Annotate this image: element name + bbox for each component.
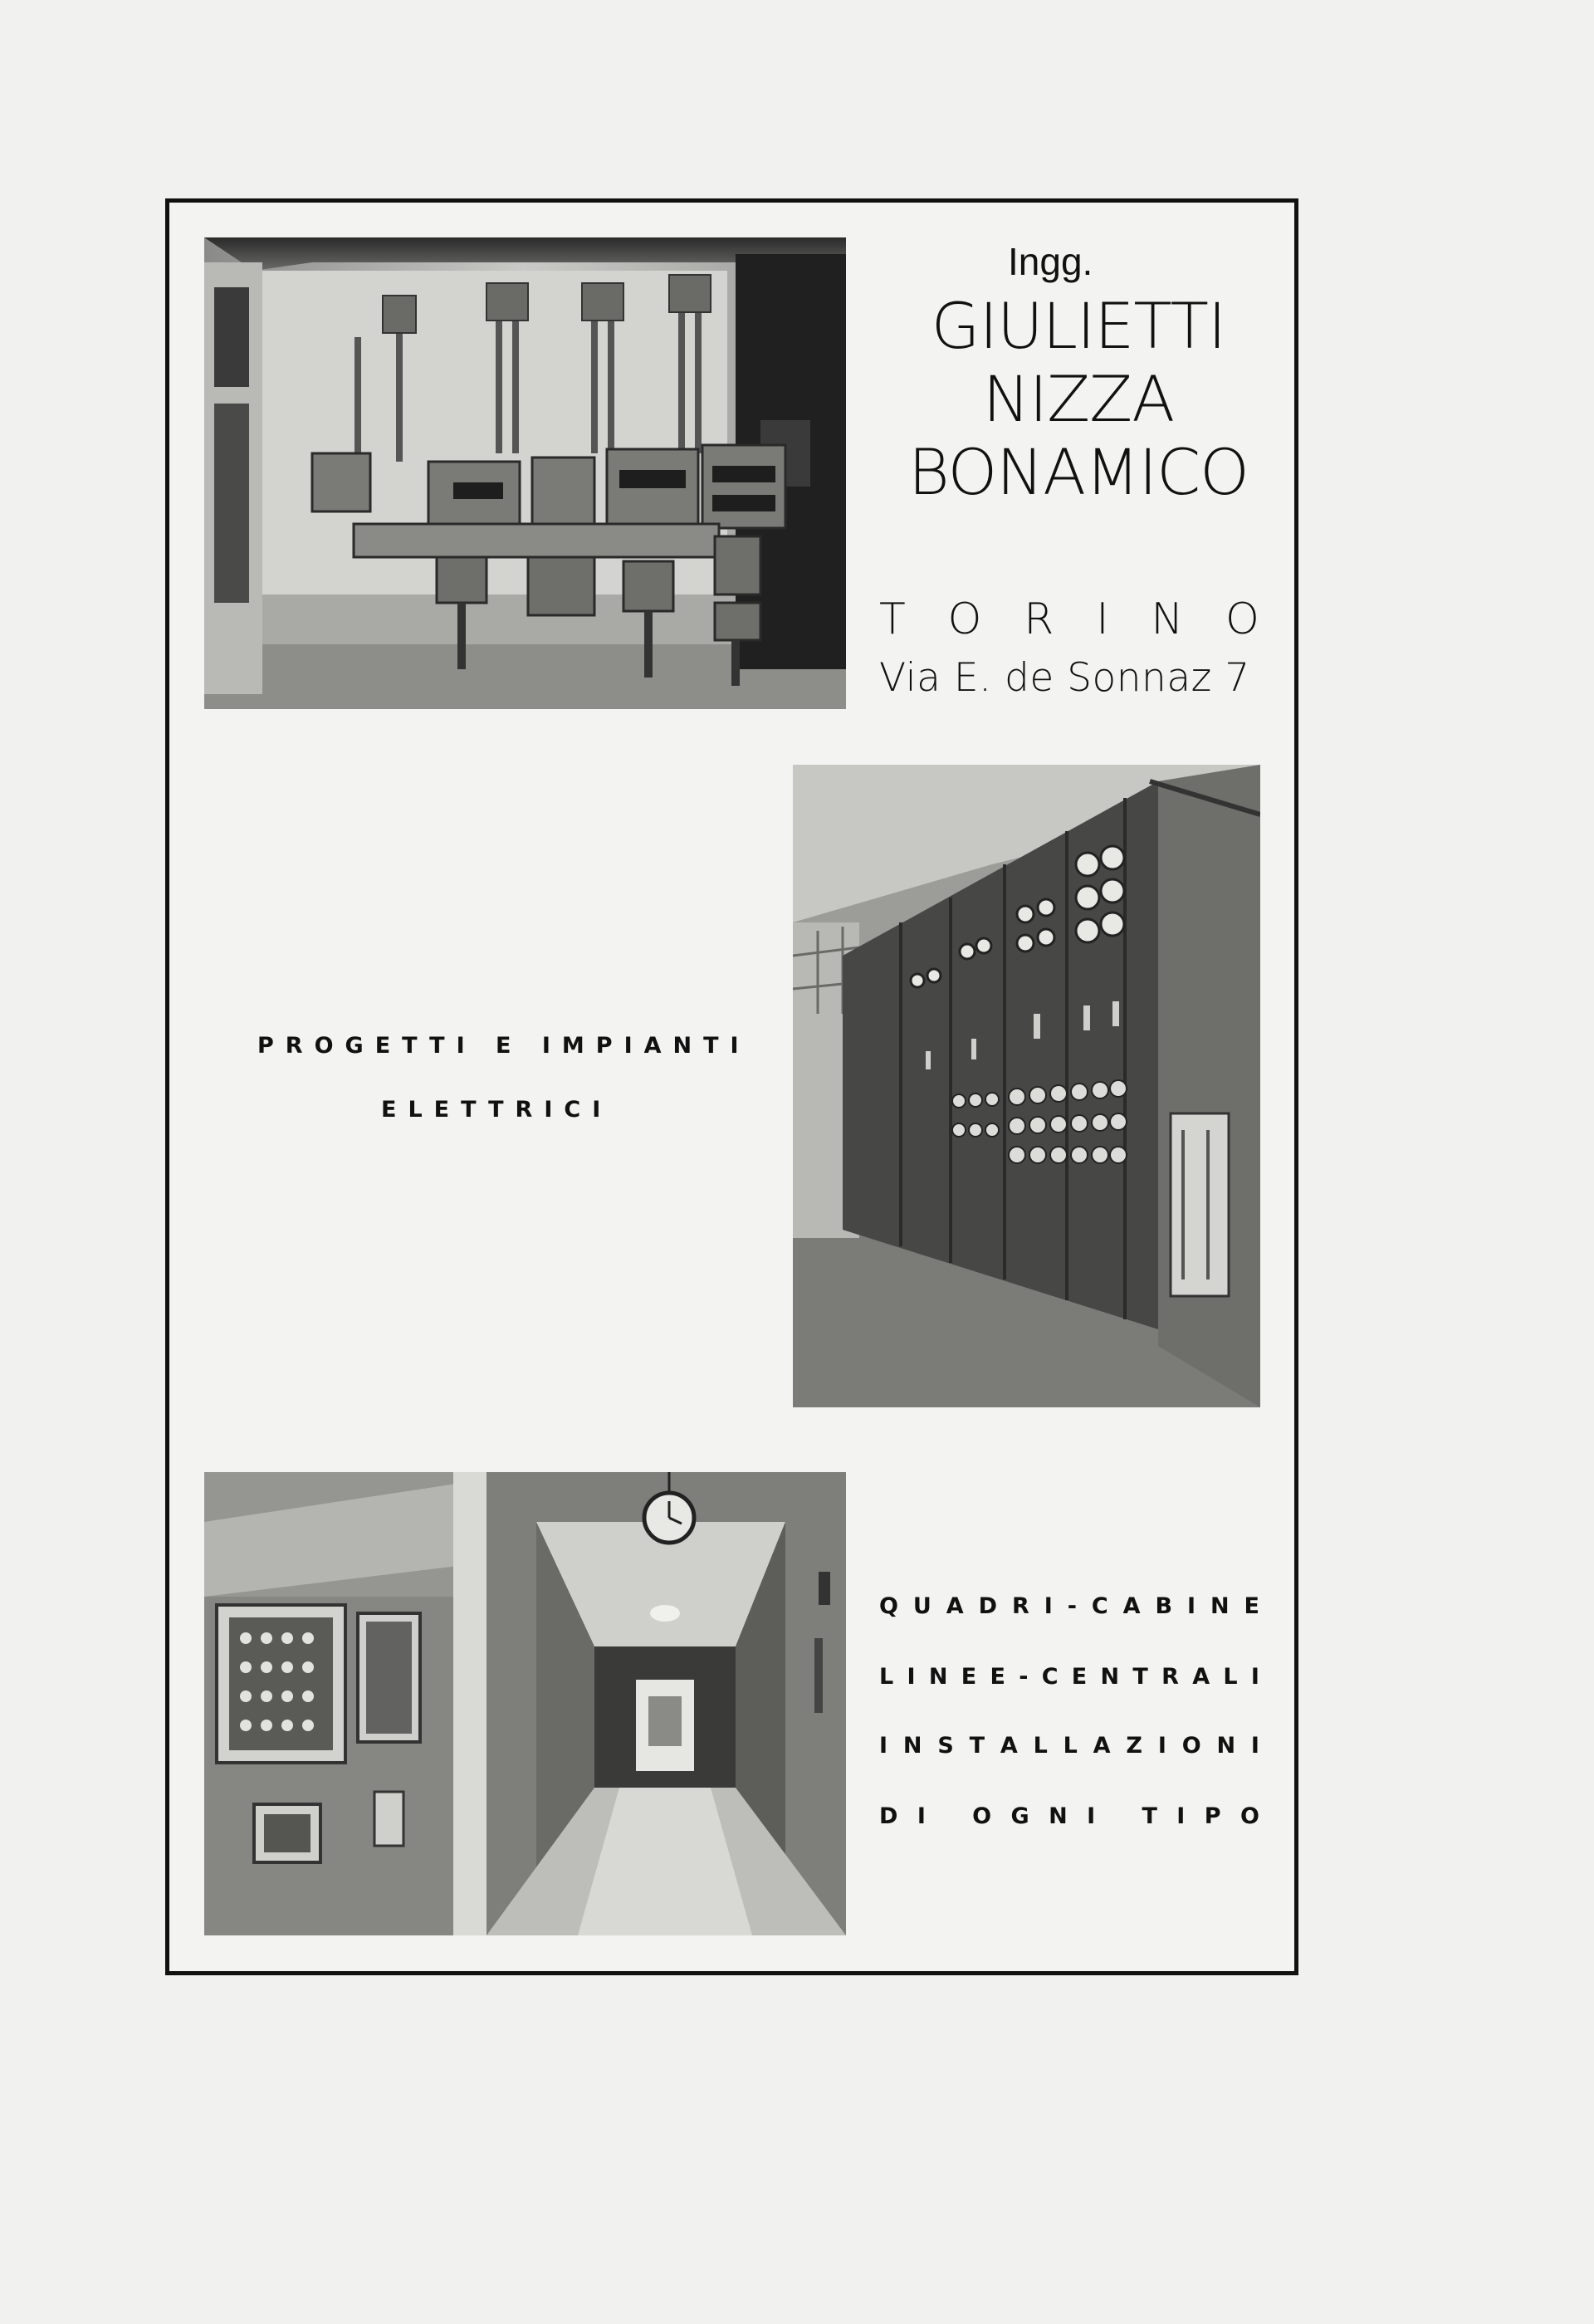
specialty-line-1	[879, 1593, 1259, 1619]
specialty-2-char: -	[1019, 1664, 1029, 1690]
specialty-2-char: I	[1250, 1664, 1259, 1690]
specialty-4-char	[1115, 1803, 1122, 1829]
specialty-3-char: A	[1000, 1733, 1018, 1759]
photo-switchgear-wall	[204, 237, 846, 709]
specialty-2-char: I	[907, 1664, 916, 1690]
city-char: I	[1096, 594, 1109, 644]
specialty-4-char: P	[1204, 1803, 1221, 1829]
specialty-1-char: A	[1122, 1593, 1141, 1619]
specialty-2-char: E	[990, 1664, 1005, 1690]
city-char: O	[1225, 594, 1259, 644]
specialty-2-char: L	[879, 1664, 894, 1690]
specialty-4-char: T	[1142, 1803, 1157, 1829]
specialty-1-char: D	[978, 1593, 998, 1619]
specialty-3-char: L	[1033, 1733, 1048, 1759]
specialty-line-4	[879, 1803, 1259, 1829]
specialty-1-char: I	[1186, 1593, 1196, 1619]
specialty-3-char: N	[902, 1733, 922, 1759]
company-name-line-3: BONAMICO	[908, 435, 1249, 509]
specialty-2-char: L	[1223, 1664, 1238, 1690]
city-char: T	[879, 594, 906, 644]
specialty-3-char: O	[1181, 1733, 1201, 1759]
specialty-1-char: A	[946, 1593, 964, 1619]
specialty-2-char: E	[961, 1664, 977, 1690]
specialty-4-char: I	[917, 1803, 926, 1829]
photo-control-room	[793, 765, 1260, 1407]
specialty-3-char: Z	[1126, 1733, 1142, 1759]
specialty-2-char: T	[1132, 1664, 1148, 1690]
specialty-2-char: E	[1071, 1664, 1088, 1690]
title-prefix: Ingg.	[1008, 240, 1093, 283]
specialty-2-char: C	[1041, 1664, 1059, 1690]
specialty-2-char: R	[1161, 1664, 1179, 1690]
specialty-1-char: -	[1067, 1593, 1077, 1619]
specialty-4-char: I	[1087, 1803, 1096, 1829]
specialty-1-char: C	[1091, 1593, 1108, 1619]
specialty-3-char: I	[1157, 1733, 1166, 1759]
photo-corridor	[204, 1472, 846, 1935]
specialty-line-2	[879, 1664, 1259, 1690]
specialty-4-char: O	[972, 1803, 992, 1829]
city-char: O	[947, 594, 982, 644]
specialty-1-char: N	[1210, 1593, 1230, 1619]
specialty-2-char: N	[1100, 1664, 1120, 1690]
specialty-4-char: O	[1240, 1803, 1259, 1829]
specialty-4-char	[945, 1803, 952, 1829]
company-name-line-1: GIULIETTI	[931, 289, 1226, 363]
city-name	[879, 594, 1259, 644]
specialty-3-char: L	[1063, 1733, 1078, 1759]
specialty-1-char: E	[1244, 1593, 1259, 1619]
advertisement-frame	[165, 198, 1298, 1975]
specialty-2-char: N	[928, 1664, 948, 1690]
street-address: Via E. de Sonnaz 7	[879, 655, 1250, 701]
specialty-3-char: S	[937, 1733, 954, 1759]
specialty-1-char: R	[1011, 1593, 1029, 1619]
specialty-3-char: I	[879, 1733, 888, 1759]
specialty-2-char: A	[1192, 1664, 1210, 1690]
specialty-4-char: I	[1176, 1803, 1186, 1829]
specialty-line-3	[879, 1733, 1259, 1759]
services-line-1: PROGETTI E IMPIANTI	[257, 1033, 751, 1059]
specialty-3-char: N	[1216, 1733, 1236, 1759]
specialty-3-char: I	[1250, 1733, 1259, 1759]
city-char: N	[1151, 594, 1184, 644]
specialty-1-char: B	[1155, 1593, 1173, 1619]
specialty-4-char: N	[1049, 1803, 1068, 1829]
specialty-1-char: Q	[879, 1593, 898, 1619]
specialty-3-char: T	[969, 1733, 985, 1759]
services-line-2: ELETTRICI	[381, 1097, 613, 1123]
company-name-line-2: NIZZA	[982, 362, 1175, 436]
specialty-3-char: A	[1093, 1733, 1111, 1759]
specialty-1-char: I	[1044, 1593, 1053, 1619]
specialty-4-char: D	[879, 1803, 898, 1829]
city-char: R	[1024, 594, 1054, 644]
specialty-1-char: U	[912, 1593, 931, 1619]
specialty-4-char: G	[1010, 1803, 1029, 1829]
